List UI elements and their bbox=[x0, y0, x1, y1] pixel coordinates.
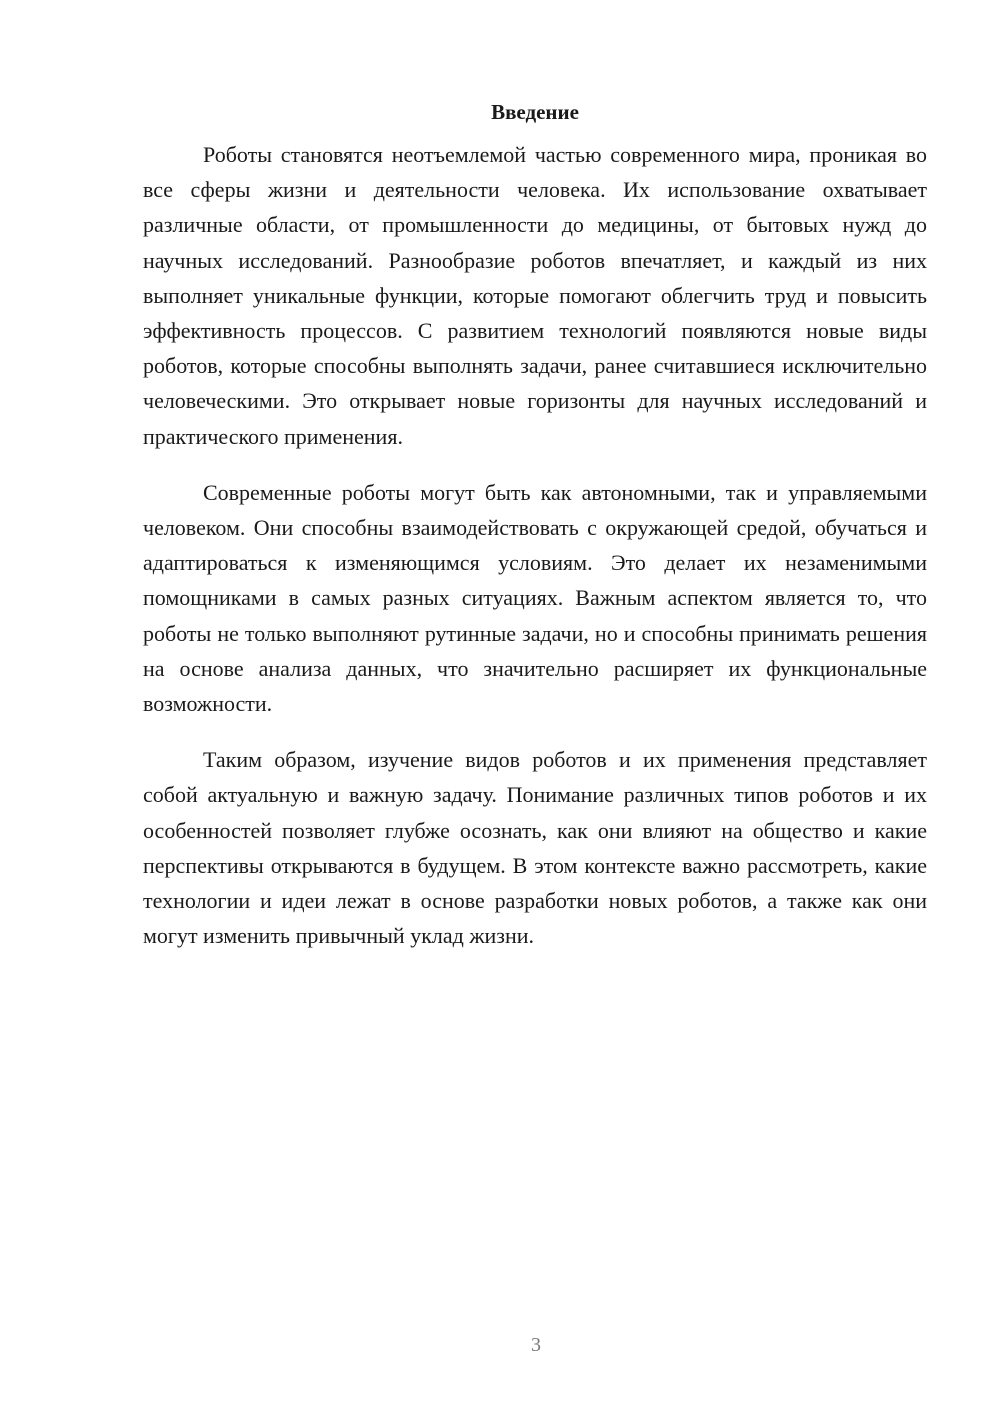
page-body bbox=[143, 96, 927, 953]
paragraph-2: Современные роботы могут быть как автономными, так и управляемыми человеком. Они способны взаимодействовать с окружающей средой, обучаться и адаптироваться к изменяющимся условиям. Это делает их незаменимыми помощниками в самых разных ситуациях. Важным аспектом является то, что роботы не только выполняют рутинные задачи, но и способны принимать решения на основе анализа данных, что значительно расширяет их функциональные возможности. bbox=[143, 479, 927, 717]
paragraph-3: Таким образом, изучение видов роботов и их применения представляет собой актуальную и важную задачу. Понимание различных типов роботов и их особенностей позволяет глубже осознать, как они влияют на общество и какие перспективы открываются в будущем. В этом контексте важно рассмотреть, какие технологии и идеи лежат в основе разработки новых роботов, а также как они могут изменить привычный уклад жизни. bbox=[143, 747, 927, 949]
page-number: 3 bbox=[531, 1334, 541, 1356]
paragraph-1: Роботы становятся неотъемлемой частью современного мира, проникая во все сферы жизни и деятельности человека. Их использование охватывает различные области, от промышленности до медицины, от бытовых нужд до научных исследований. Разнообразие роботов впечатляет, и каждый из них выполняет уникальные функции, которые помогают облегчить труд и повысить эффективность процессов. С развитием технологий появляются новые виды роботов, которые способны выполнять задачи, ранее считавшиеся исключительно человеческими. Это открывает новые горизонты для научных исследований и практического применения. bbox=[143, 142, 927, 449]
section-heading: Введение bbox=[491, 100, 579, 124]
